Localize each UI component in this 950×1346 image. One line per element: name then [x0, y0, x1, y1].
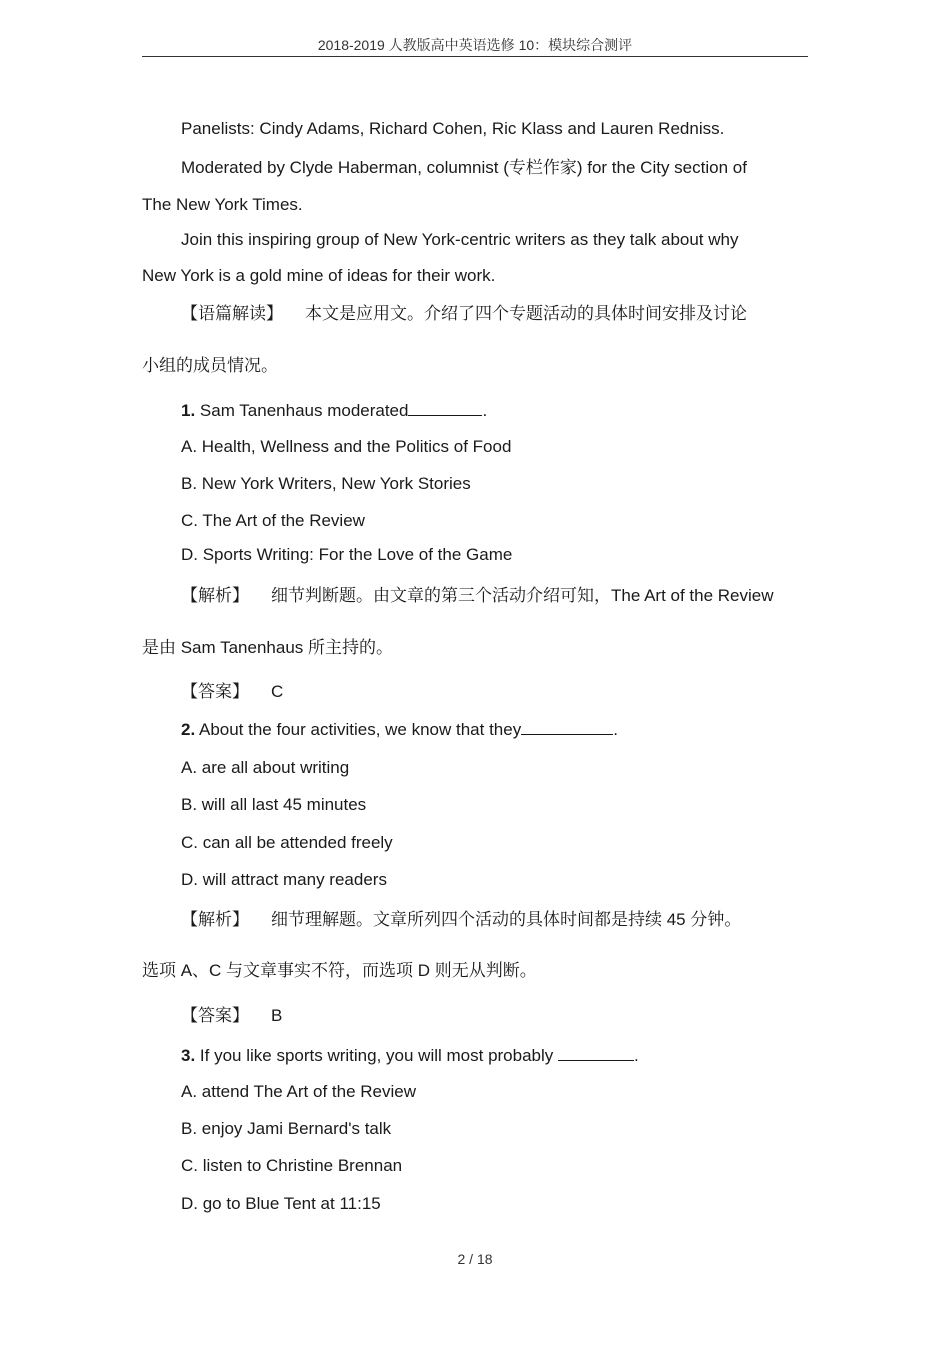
- answer-value: C: [271, 682, 284, 701]
- question-2-option-d: D. will attract many readers: [181, 870, 387, 889]
- question-period: .: [482, 401, 488, 420]
- question-1-option-b: B. New York Writers, New York Stories: [181, 474, 471, 493]
- answer-tag: 【答案】: [181, 682, 249, 701]
- moderated-line: Moderated by Clyde Haberman, columnist (专栏作家) for the City section of: [181, 158, 747, 177]
- analysis-line-2: 小组的成员情况。: [142, 356, 278, 375]
- page-header: 2018-2019 人教版高中英语选修 10：模块综合测评: [142, 36, 808, 57]
- nyt-line: The New York Times.: [142, 195, 303, 214]
- question-3-stem: [181, 1044, 639, 1067]
- question-number: 3.: [181, 1046, 196, 1065]
- question-1-option-a: A. Health, Wellness and the Politics of Food: [181, 437, 512, 456]
- answer-blank: [521, 718, 613, 735]
- question-text: About the four activities, we know that they: [198, 720, 522, 739]
- join-line-1: [181, 229, 805, 251]
- page-number: 2 / 18: [457, 1251, 493, 1267]
- question-3-option-a: A. attend The Art of the Review: [181, 1082, 416, 1101]
- question-text: If you like sports writing, you will most probably: [199, 1046, 554, 1065]
- question-2-option-a: A. are all about writing: [181, 758, 350, 777]
- question-1-explain-1: [181, 585, 774, 607]
- explain-tag: 【解析】: [181, 586, 249, 605]
- panelists-line: Panelists: Cindy Adams, Richard Cohen, Ric Klass and Lauren Redniss.: [181, 119, 725, 138]
- answer-value: B: [271, 1006, 283, 1025]
- explain-text: 细节理解题。文章所列四个活动的具体时间都是持续 45 分钟。: [271, 910, 742, 929]
- question-number: 2.: [181, 720, 196, 739]
- question-1-option-d: D. Sports Writing: For the Love of the Game: [181, 545, 513, 564]
- question-3-option-b: B. enjoy Jami Bernard's talk: [181, 1119, 392, 1138]
- question-period: .: [634, 1046, 639, 1065]
- question-2-explain-2: 选项 A、C 与文章事实不符，而选项 D 则无从判断。: [142, 961, 537, 980]
- answer-tag: 【答案】: [181, 1006, 249, 1025]
- analysis-text-1: 本文是应用文。介绍了四个专题活动的具体时间安排及讨论: [305, 304, 747, 323]
- question-1-stem: [181, 399, 487, 422]
- question-2-option-c: C. can all be attended freely: [181, 833, 393, 852]
- question-2-option-b: B. will all last 45 minutes: [181, 795, 367, 814]
- question-1-explain-2: 是由 Sam Tanenhaus 所主持的。: [142, 638, 393, 657]
- join-text-1: Join this inspiring group of New York-centric writers as they talk about why: [181, 230, 739, 249]
- question-2-explain-1: [181, 909, 741, 931]
- question-2-stem: [181, 718, 618, 741]
- question-text: Sam Tanenhaus moderated: [199, 401, 409, 420]
- answer-blank: [558, 1044, 634, 1061]
- explain-text: 细节判断题。由文章的第三个活动介绍可知，The Art of the Review: [271, 586, 774, 605]
- question-1-answer: [181, 681, 283, 703]
- answer-blank: [408, 399, 482, 416]
- question-period: .: [613, 720, 618, 739]
- analysis-line-1: [181, 303, 747, 325]
- question-3-option-d: D. go to Blue Tent at 11:15: [181, 1194, 381, 1213]
- join-line-2: New York is a gold mine of ideas for their work.: [142, 266, 496, 285]
- question-number: 1.: [181, 401, 196, 420]
- question-2-answer: [181, 1005, 282, 1027]
- explain-tag: 【解析】: [181, 910, 249, 929]
- question-3-option-c: C. listen to Christine Brennan: [181, 1156, 403, 1175]
- question-1-option-c: C. The Art of the Review: [181, 511, 365, 530]
- analysis-tag: 【语篇解读】: [181, 304, 283, 323]
